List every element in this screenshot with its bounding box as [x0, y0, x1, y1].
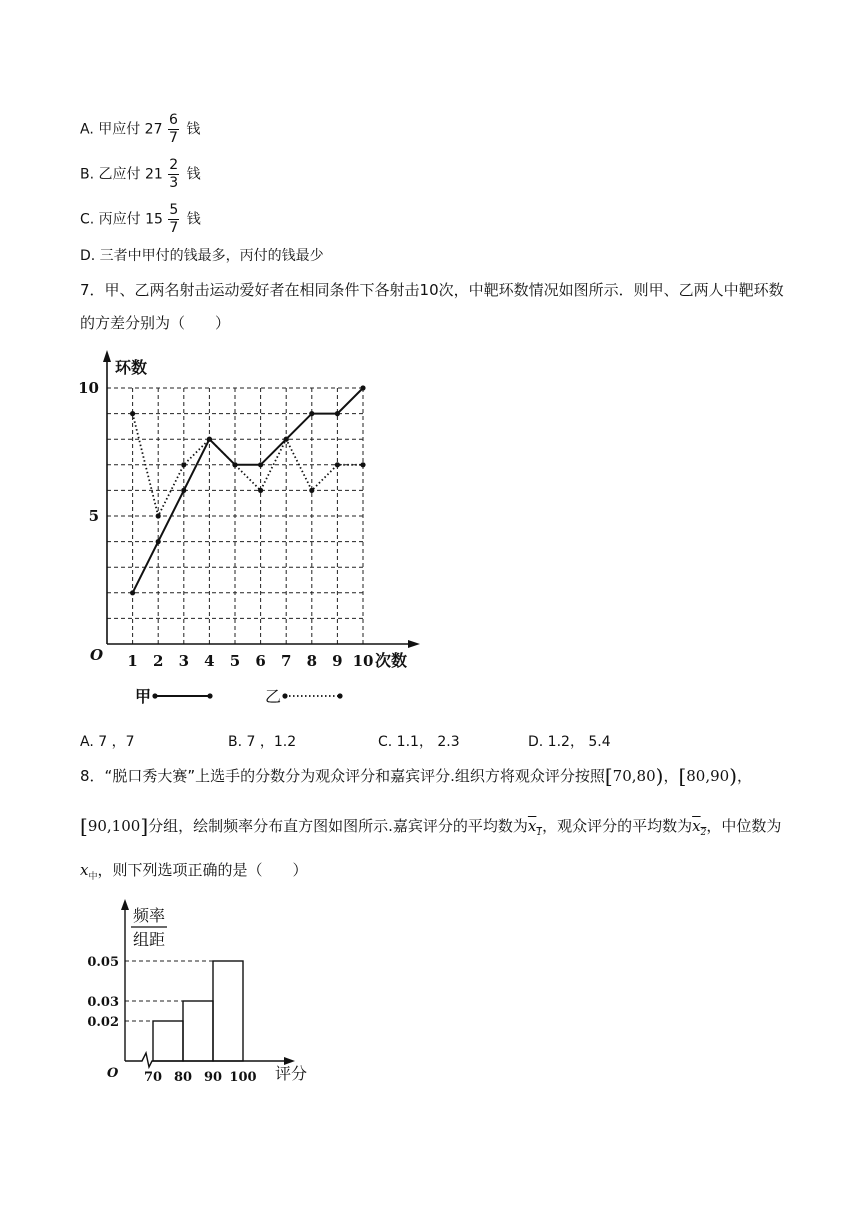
y-tick-label: 10: [78, 379, 99, 397]
question-8-text: ，观众评分的平均数为: [542, 817, 693, 835]
y-tick-label: 0.05: [87, 955, 119, 970]
fraction-denominator: 7: [168, 130, 178, 146]
y-tick-label: 0.02: [87, 1015, 119, 1030]
subscript: 2: [700, 828, 707, 838]
x-tick-label: 4: [204, 652, 215, 670]
data-point: [181, 488, 186, 493]
fraction: [168, 157, 179, 192]
option-7b: B. 7 ，1.2: [228, 734, 297, 750]
option-6b-suffix: 钱: [186, 166, 201, 183]
x-tick-label: 2: [152, 652, 164, 670]
y-axis-label: 环数: [115, 358, 148, 377]
origin-label: O: [90, 646, 104, 664]
interval-3: 90,100: [87, 817, 141, 835]
x-axis-label: 次数: [375, 651, 408, 670]
bracket-close: ]: [140, 814, 149, 838]
option-6b: [80, 157, 201, 192]
bracket-open: [: [80, 814, 88, 838]
x-tick-label: 80: [173, 1070, 193, 1085]
x-tick-label: 10: [352, 652, 374, 670]
fraction-numerator: 6: [168, 112, 178, 128]
grid: [107, 388, 363, 644]
legend-point: [282, 693, 287, 698]
histogram-bar: [153, 1021, 183, 1061]
option-6d: D. 三者中甲付的钱最多，丙付的钱最少: [80, 248, 324, 264]
data-point: [130, 590, 135, 595]
data-point: [258, 488, 263, 493]
x-tick-label: 1: [127, 652, 138, 670]
option-6c: [80, 202, 201, 237]
reference-lines: [125, 961, 213, 1021]
x-axis-arrow: [408, 640, 420, 648]
fraction-denominator: 7: [169, 220, 179, 236]
y-tick-label: 0.03: [87, 995, 119, 1010]
question-8-text: 分组，绘制频率分布直方图如图所示.嘉宾评分的平均数为: [148, 817, 528, 835]
x-axis-label: 评分: [275, 1064, 308, 1083]
data-point: [156, 539, 161, 544]
option-6c-suffix: 钱: [186, 211, 201, 228]
fraction-numerator: 2: [169, 157, 179, 173]
interval-1: 70,80: [612, 767, 656, 785]
legend-point: [337, 693, 342, 698]
y-axis-arrow: [103, 350, 111, 362]
bracket-open: [: [604, 764, 613, 788]
data-point: [360, 462, 365, 467]
bracket-close: ): [729, 764, 738, 788]
fraction-numerator: 5: [169, 202, 179, 218]
bracket-close: ): [655, 764, 664, 788]
axes: [103, 350, 420, 648]
tick-labels: [87, 906, 307, 1085]
data-point: [258, 462, 263, 467]
y-tick-label: 5: [88, 507, 99, 525]
x-tick-label: 5: [229, 652, 241, 670]
mean-x2: $x_2$: [692, 817, 707, 838]
subscript: 1: [536, 828, 543, 838]
data-point: [284, 437, 289, 442]
origin-label: O: [107, 1066, 119, 1081]
x-axis: [125, 1053, 287, 1067]
histogram-bar: [183, 1001, 213, 1061]
option-6a-suffix: 钱: [186, 121, 201, 138]
x-tick-label: 7: [280, 652, 292, 670]
x-tick-label: 6: [255, 652, 266, 670]
interval-2: 80,90: [686, 767, 730, 785]
bars: [153, 961, 243, 1061]
bracket-open: [: [678, 764, 687, 788]
option-7c: C. 1.1， 2.3: [378, 734, 460, 750]
y-axis-label-denominator: 组距: [132, 930, 166, 949]
question-8-line-2: [80, 816, 781, 843]
data-point: [335, 411, 340, 416]
question-8-text: ，则下列选项正确的是（ ）: [97, 861, 308, 879]
data-point: [156, 513, 161, 518]
y-axis-label-numerator: 频率: [132, 906, 166, 925]
tick-labels: [78, 358, 407, 670]
x-tick-label: 3: [178, 652, 190, 670]
fraction: [168, 112, 179, 147]
data-point: [207, 437, 212, 442]
legend-point: [152, 693, 157, 698]
question-8-line-3: [80, 860, 308, 887]
option-6a: [80, 112, 200, 147]
y-axis-arrow: [121, 899, 129, 910]
fraction-denominator: 3: [169, 175, 179, 191]
median-x: $x_中$: [80, 861, 98, 882]
question-8-text: 8．“脱口秀大赛”上选手的分数分为观众评分和嘉宾评分.组织方将观众评分按照: [80, 767, 605, 785]
x-tick-label: 100: [229, 1070, 257, 1085]
data-point: [360, 385, 365, 390]
shooting-line-chart: [80, 345, 520, 705]
x-tick-label: 90: [203, 1070, 223, 1085]
x-tick-label: 70: [143, 1070, 163, 1085]
fraction: [168, 202, 179, 237]
option-6c-prefix: C. 丙应付 15: [80, 211, 163, 228]
data-point: [232, 462, 237, 467]
histogram-bar: [213, 961, 243, 1061]
option-7a: A. 7 ，7: [80, 734, 135, 750]
data-point: [181, 462, 186, 467]
data-point: [335, 462, 340, 467]
question-7-line-1: 7．甲、乙两名射击运动爱好者在相同条件下各射击10次，中靶环数情况如图所示．则甲、乙两人中靶环数: [80, 281, 784, 299]
question-7-line-2: 的方差分别为（ ）: [80, 314, 231, 332]
legend: [135, 687, 343, 706]
legend-label: 乙: [265, 687, 282, 706]
subscript: 中: [88, 872, 98, 882]
x-tick-label: 8: [306, 652, 318, 670]
legend-label: 甲: [135, 687, 152, 706]
legend-point: [207, 693, 212, 698]
question-8-line-1: 8．“脱口秀大赛”上选手的分数分为观众评分和嘉宾评分.组织方将观众评分按照[70,80)，[80,90)，: [80, 764, 753, 788]
data-point: [130, 411, 135, 416]
option-7d: D. 1.2， 5.4: [528, 734, 611, 750]
mean-x1: $x_1$: [527, 817, 543, 838]
data-point: [309, 411, 314, 416]
question-8-text: ，中位数为: [706, 817, 782, 835]
option-6b-prefix: B. 乙应付 21: [80, 166, 163, 183]
score-histogram: [87, 895, 335, 1095]
data-point: [309, 488, 314, 493]
option-6a-prefix: A. 甲应付 27: [80, 121, 163, 138]
x-tick-label: 9: [332, 652, 343, 670]
